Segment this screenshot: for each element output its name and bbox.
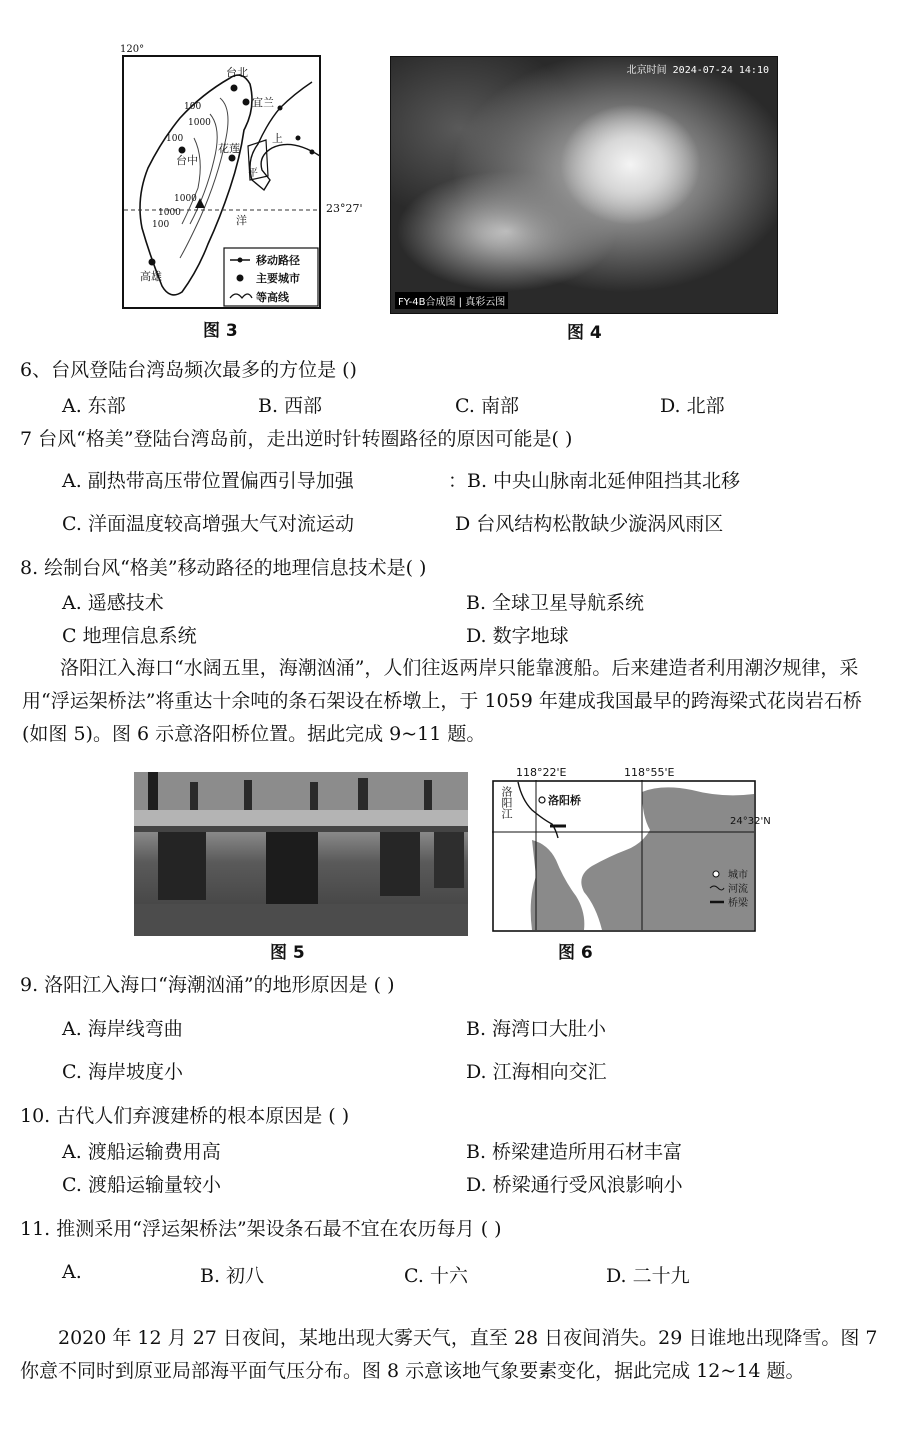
q11-option-a[interactable]: A. <box>62 1261 82 1283</box>
latitude-label: 23°27' <box>326 202 363 215</box>
city-label-kaohsiung: 高雄 <box>140 270 162 283</box>
passage-luoyang-bridge: 洛阳江入海口“水阔五里，海潮汹涌”，人们往返两岸只能靠渡船。后来建造者利用潮汐规律，采用“浮运架桥法”将重达十余吨的条石架设在桥墩上，于 1059 年建成我国最早的跨海梁式花岗岩石桥(如图 5)。图 6 示意洛阳桥位置。据此完成 9~11 题。 <box>22 657 862 745</box>
figure-3-caption: 图 3 <box>203 321 238 341</box>
question-8-stem: 8. 绘制台风“格美”移动路径的地理信息技术是( ) <box>20 557 427 579</box>
q9-option-c[interactable]: C. 海岸坡度小 <box>62 1061 183 1083</box>
figure-4-satellite-image <box>390 56 778 314</box>
q6-option-b[interactable]: B. 西部 <box>258 395 323 417</box>
longitude-label: 120° <box>120 44 145 55</box>
q10-option-a[interactable]: A. 渡船运输费用高 <box>62 1141 221 1163</box>
satellite-timestamp: 北京时间 2024-07-24 14:10 <box>626 65 769 76</box>
passage-fog-weather: 2020 年 12 月 27 日夜间，某地出现大雾天气，直至 28 日夜间消失。29 日谁地出现降雪。图 7 你意不同时到原亚局部海平面气压分布。图 8 示意该地气象要素变化，据此完成 12~14 题。 <box>20 1327 878 1382</box>
q6-option-d[interactable]: D. 北部 <box>660 395 725 417</box>
question-6-stem: 6、台风登陆台湾岛频次最多的方位是 () <box>20 359 357 381</box>
q8-option-c[interactable]: C 地理信息系统 <box>62 625 197 647</box>
ocean-label: 上 <box>272 132 283 145</box>
latitude-label: 24°32'N <box>730 816 771 827</box>
city-dot <box>149 259 156 266</box>
question-7-stem: 7 台风“格美”登陆台湾岛前，走出逆时针转圈路径的原因可能是( ) <box>20 428 573 450</box>
city-dot <box>231 85 238 92</box>
q8-option-b[interactable]: B. 全球卫星导航系统 <box>466 592 645 614</box>
figure-6-caption: 图 6 <box>558 943 593 963</box>
q9-option-a[interactable]: A. 海岸线弯曲 <box>62 1018 183 1040</box>
contour-value: 100 <box>184 102 202 112</box>
q7-option-d[interactable]: D 台风结构松散缺少漩涡风雨区 <box>455 513 724 535</box>
legend-track-label: 移动路径 <box>256 254 300 267</box>
legend-contour-label: 等高线 <box>256 291 289 304</box>
bridge-pier <box>158 832 206 900</box>
ocean-label: 洋 <box>236 214 247 227</box>
location-map-graphic <box>492 780 762 932</box>
longitude-label-2: 118°55'E <box>624 766 675 779</box>
figure-5-caption: 图 5 <box>270 943 305 963</box>
city-label-yilan: 宜兰 <box>252 96 274 109</box>
city-label-taichung: 台中 <box>176 154 198 167</box>
city-label-hualien: 花莲 <box>218 142 240 155</box>
q9-option-b[interactable]: B. 海湾口大肚小 <box>466 1018 607 1040</box>
city-marker <box>539 797 545 803</box>
q6-option-c[interactable]: C. 南部 <box>455 395 519 417</box>
figure-3-taiwan-map <box>120 44 363 310</box>
track-label: 平 <box>248 168 258 179</box>
question-10-stem: 10. 古代人们弃渡建桥的根本原因是 ( ) <box>20 1105 350 1127</box>
longitude-label-1: 118°22'E <box>516 766 567 779</box>
bridge-pier <box>380 832 420 896</box>
bridge-pier <box>434 832 464 888</box>
q9-option-d[interactable]: D. 江海相向交汇 <box>466 1061 607 1083</box>
legend-city: 城市 <box>728 870 748 881</box>
q11-option-d[interactable]: D. 二十九 <box>606 1265 690 1287</box>
legend-city-label: 主要城市 <box>256 272 300 285</box>
contour-value: 100 <box>166 134 184 144</box>
satellite-footer: FY-4B合成图 | 真彩云图 <box>395 292 508 309</box>
bridge-photo-graphic <box>134 772 468 936</box>
contour-value: 100 <box>152 220 170 230</box>
q6-option-a[interactable]: A. 东部 <box>62 395 126 417</box>
river-label: 洛阳江 <box>500 786 513 819</box>
legend-bridge: 桥梁 <box>728 898 748 909</box>
contour-value: 1000 <box>188 118 211 128</box>
bridge-label: 洛阳桥 <box>548 794 581 807</box>
q8-option-d[interactable]: D. 数字地球 <box>466 625 569 647</box>
question-9-stem: 9. 洛阳江入海口“海潮汹涌”的地形原因是 ( ) <box>20 974 395 996</box>
q10-option-c[interactable]: C. 渡船运输量较小 <box>62 1174 221 1196</box>
figure-6-location-map <box>492 766 771 932</box>
figure-5-bridge-photo <box>134 772 468 936</box>
contour-value: 1000 <box>174 194 197 204</box>
q7-option-c[interactable]: C. 洋面温度较高增强大气对流运动 <box>62 513 354 535</box>
q7-option-a[interactable]: A. 副热带高压带位置偏西引导加强 <box>62 470 354 492</box>
bridge-pier <box>266 832 318 904</box>
q10-option-d[interactable]: D. 桥梁通行受风浪影响小 <box>466 1174 683 1196</box>
contour-value: 1000 <box>158 208 181 218</box>
city-dot <box>243 99 250 106</box>
q7-option-b[interactable]: ：B. 中央山脉南北延伸阻挡其北移 <box>448 470 741 492</box>
q11-option-b[interactable]: B. 初八 <box>200 1265 265 1287</box>
q11-option-c[interactable]: C. 十六 <box>404 1265 468 1287</box>
figure-4-caption: 图 4 <box>567 323 602 343</box>
city-label-taipei: 台北 <box>226 66 248 79</box>
question-11-stem: 11. 推测采用“浮运架桥法”架设条石最不宜在农历每月 ( ) <box>20 1218 502 1240</box>
q8-option-a[interactable]: A. 遥感技术 <box>62 592 164 614</box>
q10-option-b[interactable]: B. 桥梁建造所用石材丰富 <box>466 1141 683 1163</box>
legend-river: 河流 <box>728 884 748 895</box>
